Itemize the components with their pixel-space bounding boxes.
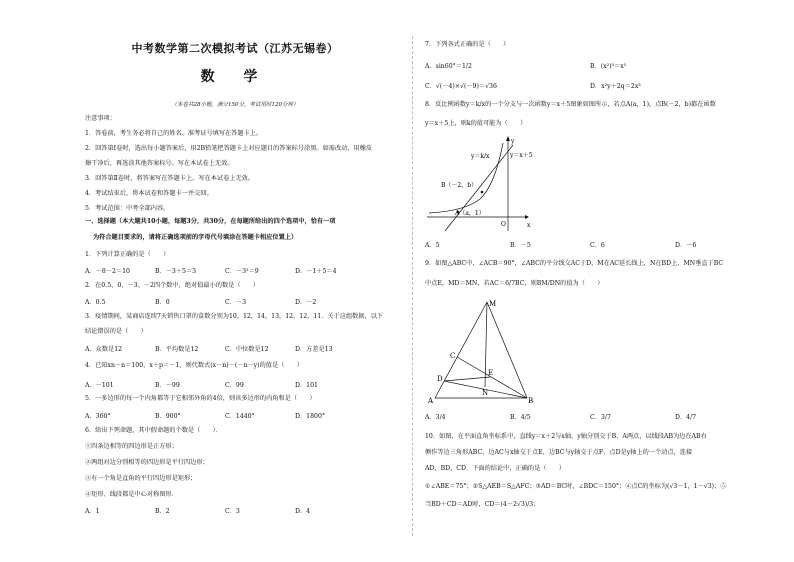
q8-stem: 8．反比例函数y＝k/x的一个分支与一次函数y＝x＋5图象如图所示，若点A(a，1)，点B(－2，b)都在函数 (425, 101, 716, 108)
q8-option-b: B．－5 (510, 242, 531, 249)
q3-option-d: D．方差是13 (295, 346, 333, 353)
notes-heading: 注意事项： (85, 115, 116, 122)
q9-option-c: C．3/7 (590, 414, 611, 421)
q8-line-label: y＝x＋5 (510, 152, 533, 159)
note-2b: 擦干净后，再选涂其他答案标号。写在本试卷上无效。 (85, 160, 234, 167)
q8-origin-label: O (501, 221, 506, 228)
q3-option-a: A．众数是12 (85, 346, 123, 353)
q10-stem-1: 10．如图，在平面直角坐标系中，直线y＝x＋2与x轴，y轴分别交于B、A两点，以线段AB为边在AB右 (425, 433, 707, 440)
q9-side-cb (457, 357, 527, 398)
q6-option-d: D．4 (295, 508, 311, 515)
section-1-line-1: 一、选择题（本大题共10小题，每题3分，共30分，在每题所给出的四个选项中，恰有一项 (85, 218, 336, 225)
q3-stem: 3．疫情期间，某商店连续7天销售口罩的盒数分别为10，12，14，13，12，12，11．关于这组数据，以下 (85, 313, 384, 320)
exam-subtitle: （本卷共28小题，满分150分，考试用时120分钟） (171, 102, 299, 108)
q6-stem: 6．给出下列命题，其中假命题的个数是（ ）． (85, 427, 222, 434)
note-3: 3．回答第Ⅱ卷时，将答案写在答题卡上。写在本试卷上无效。 (85, 175, 255, 182)
q7-option-a: A．sin60°＝1/2 (425, 63, 472, 70)
q6-option-a: A．1 (85, 508, 100, 515)
q3-stem-2: 结论错误的是（ ） (85, 328, 147, 335)
q9-option-b: B．4/5 (510, 414, 531, 421)
q8-hyperbola-branch (429, 143, 503, 213)
q1-option-b: B．－3＋5＝3 (155, 268, 197, 275)
q5-option-c: C．1440° (225, 413, 255, 420)
note-2a: 2．回答第Ⅰ卷时，选出每小题答案后，用2B铅笔把答题卡上对应题目的答案标号涂黑。如需改动，用橡皮 (85, 145, 373, 152)
q6-option-b: B．2 (155, 508, 170, 515)
note-1: 1．答卷前，考生务必将自己的姓名、准考证号填写在答题卡上。 (85, 130, 263, 137)
q8-option-a: A．5 (425, 242, 440, 249)
q9-stem-2: 中点E，MD＝MN，若AC＝6/7BC，则BM/DN的值为（ ） (425, 280, 604, 287)
q2-option-a: A．0.5 (85, 299, 106, 306)
q9-label-n: N (482, 389, 489, 397)
q9-side-mb (487, 302, 527, 398)
q7-option-c: C．√(－4)×√(－9)＝√36 (425, 83, 497, 90)
note-5: 5．考试范围：中考全部内容。 (85, 205, 170, 212)
q8-a-label: A（a，1） (455, 210, 485, 217)
q10-stem-3: AD，BD，CD．下面的结论中，正确的是（ ） (425, 465, 566, 472)
q7-option-d: D．x²y＋2q＝2x³ (590, 83, 641, 90)
q9-label-b: B (528, 397, 534, 405)
q6-option-c: C．3 (225, 508, 240, 515)
section-1-line-2: 为符合题目要求的，请将正确选项前的字母代号填涂在答题卡相应位置上） (93, 234, 298, 241)
q9-label-d: D (437, 375, 443, 383)
q4-option-d: D．101 (295, 382, 318, 389)
q8-b-label: B（－2，b） (441, 182, 478, 189)
q7-stem: 7．下列各式正确的是（ ） (425, 41, 510, 48)
q2-option-d: D．－2 (295, 299, 317, 306)
q2-stem: 2．在0.5、0、－3、－2四个数中，绝对值最小的数是（ ） (85, 282, 260, 289)
q9-label-e: E (488, 369, 494, 377)
q8-option-c: C．6 (590, 242, 605, 249)
q6-statement-4: ④矩形、线段都是中心对称图形． (85, 491, 178, 498)
q8-point-b (481, 191, 484, 194)
q10-stem-2: 侧作等边三角形ABC，边AC与x轴交于点E，边BC与y轴交于点F，点D是y轴上的一个动点，连接 (425, 449, 693, 456)
q2-option-b: B．0 (155, 299, 170, 306)
q9-segment-de (444, 377, 490, 381)
q6-statement-3: ③有一个角是直角的平行四边形是矩形； (85, 475, 197, 482)
q8-x-label: x (527, 222, 531, 229)
q1-option-a: A．－8－2＝10 (85, 268, 130, 275)
q8-figure (425, 135, 535, 235)
q5-stem: 5．一多边形的每一个内角都等于它相邻外角的4倍，则该多边形的内角和是（ ） (85, 395, 316, 402)
q6-statement-1: ①四条边相等的四边形是正方形； (85, 443, 178, 450)
note-4: 4．考试结束后，将本试卷和答题卡一并交回。 (85, 190, 213, 197)
q9-option-d: D．4/7 (675, 414, 697, 421)
q8-y-label: y (511, 138, 515, 145)
q1-option-c: C．－3²＝9 (225, 268, 259, 275)
q9-stem: 9．如图△ABC中，∠ACB＝90°，∠ABC的平分线交AC于D，M在AC延长线上，N在BD上，MN垂直于BC (425, 260, 724, 267)
q4-option-b: B．－99 (155, 382, 180, 389)
q9-label-a: A (428, 397, 434, 405)
subject-title: 数 学 (200, 69, 270, 85)
q5-option-d: D．1800° (295, 413, 325, 420)
column-divider (412, 36, 413, 536)
exam-title: 中考数学第二次模拟考试（江苏无锡卷） (131, 42, 339, 55)
q1-stem: 1．下列计算正确的是（ ） (85, 251, 170, 258)
q9-label-m: M (489, 300, 497, 308)
q8-x-arrow (525, 215, 529, 219)
q10-stem-4: ①∠ABE＝75°；②S△AEB＝S△AFC；③AD＝BC时，∠BDC＝150°；④点C的坐标为(√3－1，1－√3)；⑤ (425, 483, 727, 490)
q9-side-am (435, 302, 487, 398)
q8-curve-label: y＝k/x (471, 153, 490, 160)
q8-y-arrow (506, 136, 510, 141)
q5-option-b: B．900° (155, 413, 181, 420)
q2-option-c: C．－3 (225, 299, 247, 306)
q7-option-b: B．(x²)³＝x⁵ (590, 63, 627, 70)
q10-stem-5: 当BD＋CD＝AD时，CD＝(4－2√3)/3； (425, 501, 540, 508)
q8-option-d: D．－6 (675, 242, 697, 249)
q5-option-a: A．360° (85, 413, 111, 420)
q3-option-b: B．平均数是12 (155, 346, 199, 353)
q9-label-c: C (450, 352, 456, 360)
q4-stem: 4．已知xn－n＝100，x＋p＝－1，则代数式(x－n)－(－n－y)的值是（ ） (85, 362, 303, 369)
q8-stem-2: y＝x＋5上，则k的值可能为（ ） (425, 120, 527, 127)
q3-option-c: C．中位数是12 (225, 346, 269, 353)
q6-statement-2: ②两组对边分别相等的四边形是平行四边形； (85, 459, 209, 466)
q4-option-c: C．99 (225, 382, 244, 389)
q9-figure (425, 295, 540, 405)
q9-option-a: A．3/4 (425, 414, 446, 421)
q4-option-a: A．－101 (85, 382, 114, 389)
q1-option-d: D．－1＋5＝4 (295, 268, 337, 275)
